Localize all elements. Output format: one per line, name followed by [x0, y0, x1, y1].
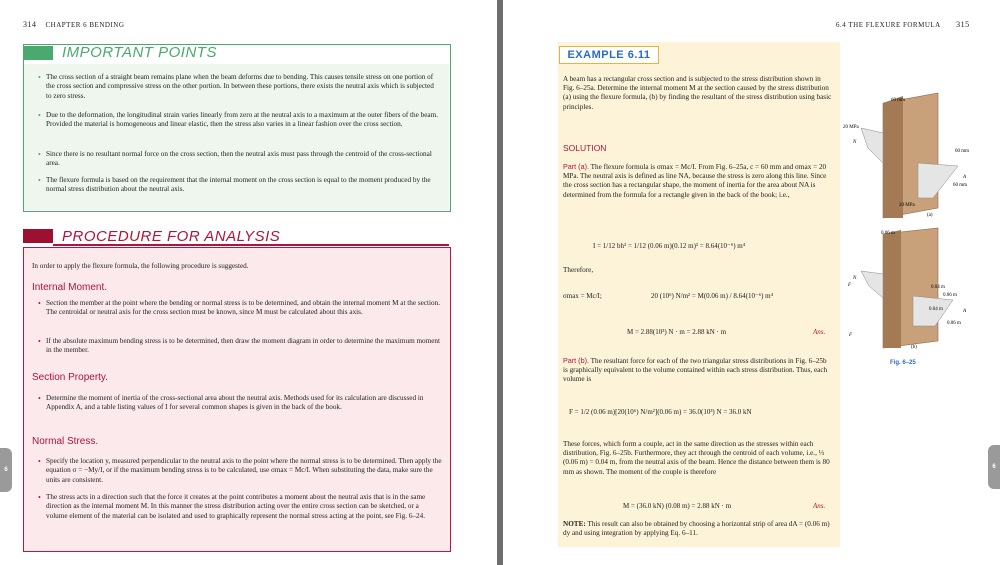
therefore-text: Therefore,: [563, 266, 594, 274]
chapter-tab[interactable]: 6: [988, 445, 1000, 489]
label-60mm-mid: 60 mm: [955, 149, 970, 154]
left-running-head: CHAPTER 6 BENDING: [45, 21, 125, 29]
answer-label: Ans.: [813, 328, 826, 336]
list-item: • The cross section of a straight beam remains plane when the beam deforms due to bending. This causes tensile stress on one portion of the cross section and compressive stress on the other portion. In between these portions, there exists the neutral axis which is subjected to zero stress.: [38, 73, 434, 100]
left-page-header: [23, 20, 124, 29]
equation-inertia: I = 1/12 bh³ = 1/12 (0.06 m)(0.12 m)³ = 8.64(10⁻⁶) m⁴: [593, 242, 746, 250]
left-page-number: 314: [23, 20, 37, 29]
label-20mpa-top: 20 MPa: [843, 125, 859, 130]
label-a-b: A: [963, 309, 967, 314]
equation-flexure-right: 20 (10⁶) N/m² = M(0.06 m) / 8.64(10⁻⁶) m⁴: [651, 292, 774, 300]
label-f-top: F: [848, 283, 852, 288]
part-a-label: Part (a).: [563, 162, 589, 171]
stress-wedge-top: [861, 128, 883, 163]
label-f-bot: F: [849, 333, 853, 338]
beam-side-b: [883, 230, 901, 348]
note-paragraph: NOTE: This result can also be obtained by choosing a horizontal strip of area dA = (0.06 m) dy and using integration by applying Eq. 6–11.: [563, 520, 830, 538]
note-label: NOTE:: [563, 520, 586, 528]
list-item: • Due to the deformation, the longitudinal strain varies linearly from zero at the neutral axis to a maximum at the outer fibers of the beam. Provided the material is homogeneous and linear elastic, then the stress also varies in a linear fashion over the cross section.: [38, 111, 438, 129]
beam-side-a: [883, 96, 906, 218]
label-fig-a: (a): [927, 213, 933, 218]
right-page: [503, 0, 1000, 565]
equation-moment-b: M = (36.0 kN) (0.08 m) = 2.88 kN · m: [623, 502, 732, 510]
list-item: • Specify the location y, measured perpendicular to the neutral axis to the point where the normal stress is to be determined. Then apply the equation σ = −My/I, or if the maximum bending stress is to be calculated, use σmax = Mc/I. When substituting the data, make sure the units are consistent.: [38, 457, 442, 484]
label-20mpa-bot: 20 MPa: [899, 203, 915, 208]
label-006m-top: 0.06 m: [881, 231, 895, 236]
section-heading: Normal Stress.: [32, 436, 99, 447]
equation-moment-a: M = 2.88(10³) N · m = 2.88 kN · m: [627, 328, 727, 336]
equation-flexure-left: σmax = Mc/I;: [563, 292, 602, 300]
important-points-bar: [23, 46, 53, 60]
list-item: • Determine the moment of inertia of the cross-sectional area about the neutral axis. Methods used for its calculation are discussed in Appendix A, and a table listing values of I for several common shapes is given in the back of the book.: [38, 394, 424, 412]
list-item: • Section the member at the point where the bending or normal stress is to be determined, and obtain the internal moment M at the section. The centroidal or neutral axis for the cross section must be known, since M must be calculated about this axis.: [38, 299, 441, 317]
force-wedge-top: [861, 271, 883, 298]
list-item: • The flexure formula is based on the requirement that the internal moment on the cross section is equal to the moment produced by the normal stress distribution about the neutral axis.: [38, 176, 431, 194]
label-60mm-bot: 60 mm: [953, 183, 968, 188]
right-page-number: 315: [956, 20, 970, 29]
procedure-intro: In order to apply the flexure formula, the following procedure is suggested.: [32, 262, 249, 270]
chapter-tab[interactable]: 6: [0, 448, 12, 492]
right-page-header: [836, 20, 970, 29]
list-item: • Since there is no resultant normal force on the cross section, then the neutral axis must pass through the centroid of the cross-sectional area.: [38, 150, 432, 168]
label-006m-mid: 0.06 m: [943, 293, 957, 298]
list-item: • If the absolute maximum bending stress is to be determined, then draw the moment diagram in order to determine the maximum moment in the member.: [38, 337, 441, 355]
part-a-paragraph: Part (a). The flexure formula is σmax = Mc/I. From Fig. 6–25a, c = 60 mm and σmax = 20 MPa. The neutral axis is defined as line NA, because the stress is zero along this line. Since the cross section has a rectangular shape, the moment of inertia for the area about NA is determined from the formula for a rectangle given in the back of the book; i.e.,: [563, 162, 827, 199]
section-heading: Section Property.: [32, 372, 108, 383]
solution-heading: SOLUTION: [563, 143, 607, 153]
label-n-b: N: [853, 276, 857, 281]
part-b-label: Part (b).: [563, 356, 589, 365]
label-n: N: [853, 140, 857, 145]
label-006m-bot: 0.06 m: [947, 321, 961, 326]
procedure-bar: [23, 229, 53, 243]
label-a: A: [963, 175, 967, 180]
label-004m-2: 0.04 m: [929, 307, 943, 312]
right-running-head: 6.4 THE FLEXURE FORMULA: [836, 21, 941, 29]
label-004m-1: 0.04 m: [931, 285, 945, 290]
couple-paragraph: These forces, which form a couple, act in the same direction as the stresses within each distribution, Fig. 6–25b. Furthermore, they act through the centroid of each volume, i.e., ⅓ (0.06 m) = 0.04 m, from the neutral axis of the beam. Hence the distance between them is 80 mm as shown. The moment of the couple is therefore: [563, 440, 830, 476]
answer-label: Ans.: [813, 502, 826, 510]
label-fig-b: (b): [911, 345, 917, 350]
figure-a: [843, 88, 973, 223]
section-heading: Internal Moment.: [32, 282, 108, 293]
equation-force: F = 1/2 (0.06 m)[20(10⁶) N/m²](0.06 m) = 36.0(10³) N = 36.0 kN: [569, 408, 752, 416]
figure-b: [843, 226, 973, 356]
left-page: [0, 0, 497, 565]
label-60mm-top: 60 mm: [891, 98, 906, 103]
list-item: • The stress acts in a direction such that the force it creates at the point contributes a moment about the neutral axis that is in the same direction as the internal moment M. In this manner the stress distribution acting over the entire cross section can be sketched, or a volume element of the material can be isolated and used to graphically represent the normal stress acting at the point, see Fig. 6–24.: [38, 493, 426, 520]
example-statement: A beam has a rectangular cross section and is subjected to the stress distribution shown in Fig. 6–25a. Determine the internal moment M at the section caused by the stress distribution (a) using the flexure formula, (b) by finding the resultant of the stress distribution using basic principles.: [563, 75, 832, 111]
part-b-paragraph: Part (b). The resultant force for each of the two triangular stress distributions in Fig. 6–25b is graphically equivalent to the volume contained within each stress distribution. Thus, each volume is: [563, 356, 828, 384]
figure-caption: Fig. 6–25: [890, 360, 916, 366]
example-tag: EXAMPLE 6.11: [559, 46, 659, 64]
procedure-title: PROCEDURE FOR ANALYSIS: [62, 228, 281, 245]
important-points-title: IMPORTANT POINTS: [62, 44, 217, 61]
